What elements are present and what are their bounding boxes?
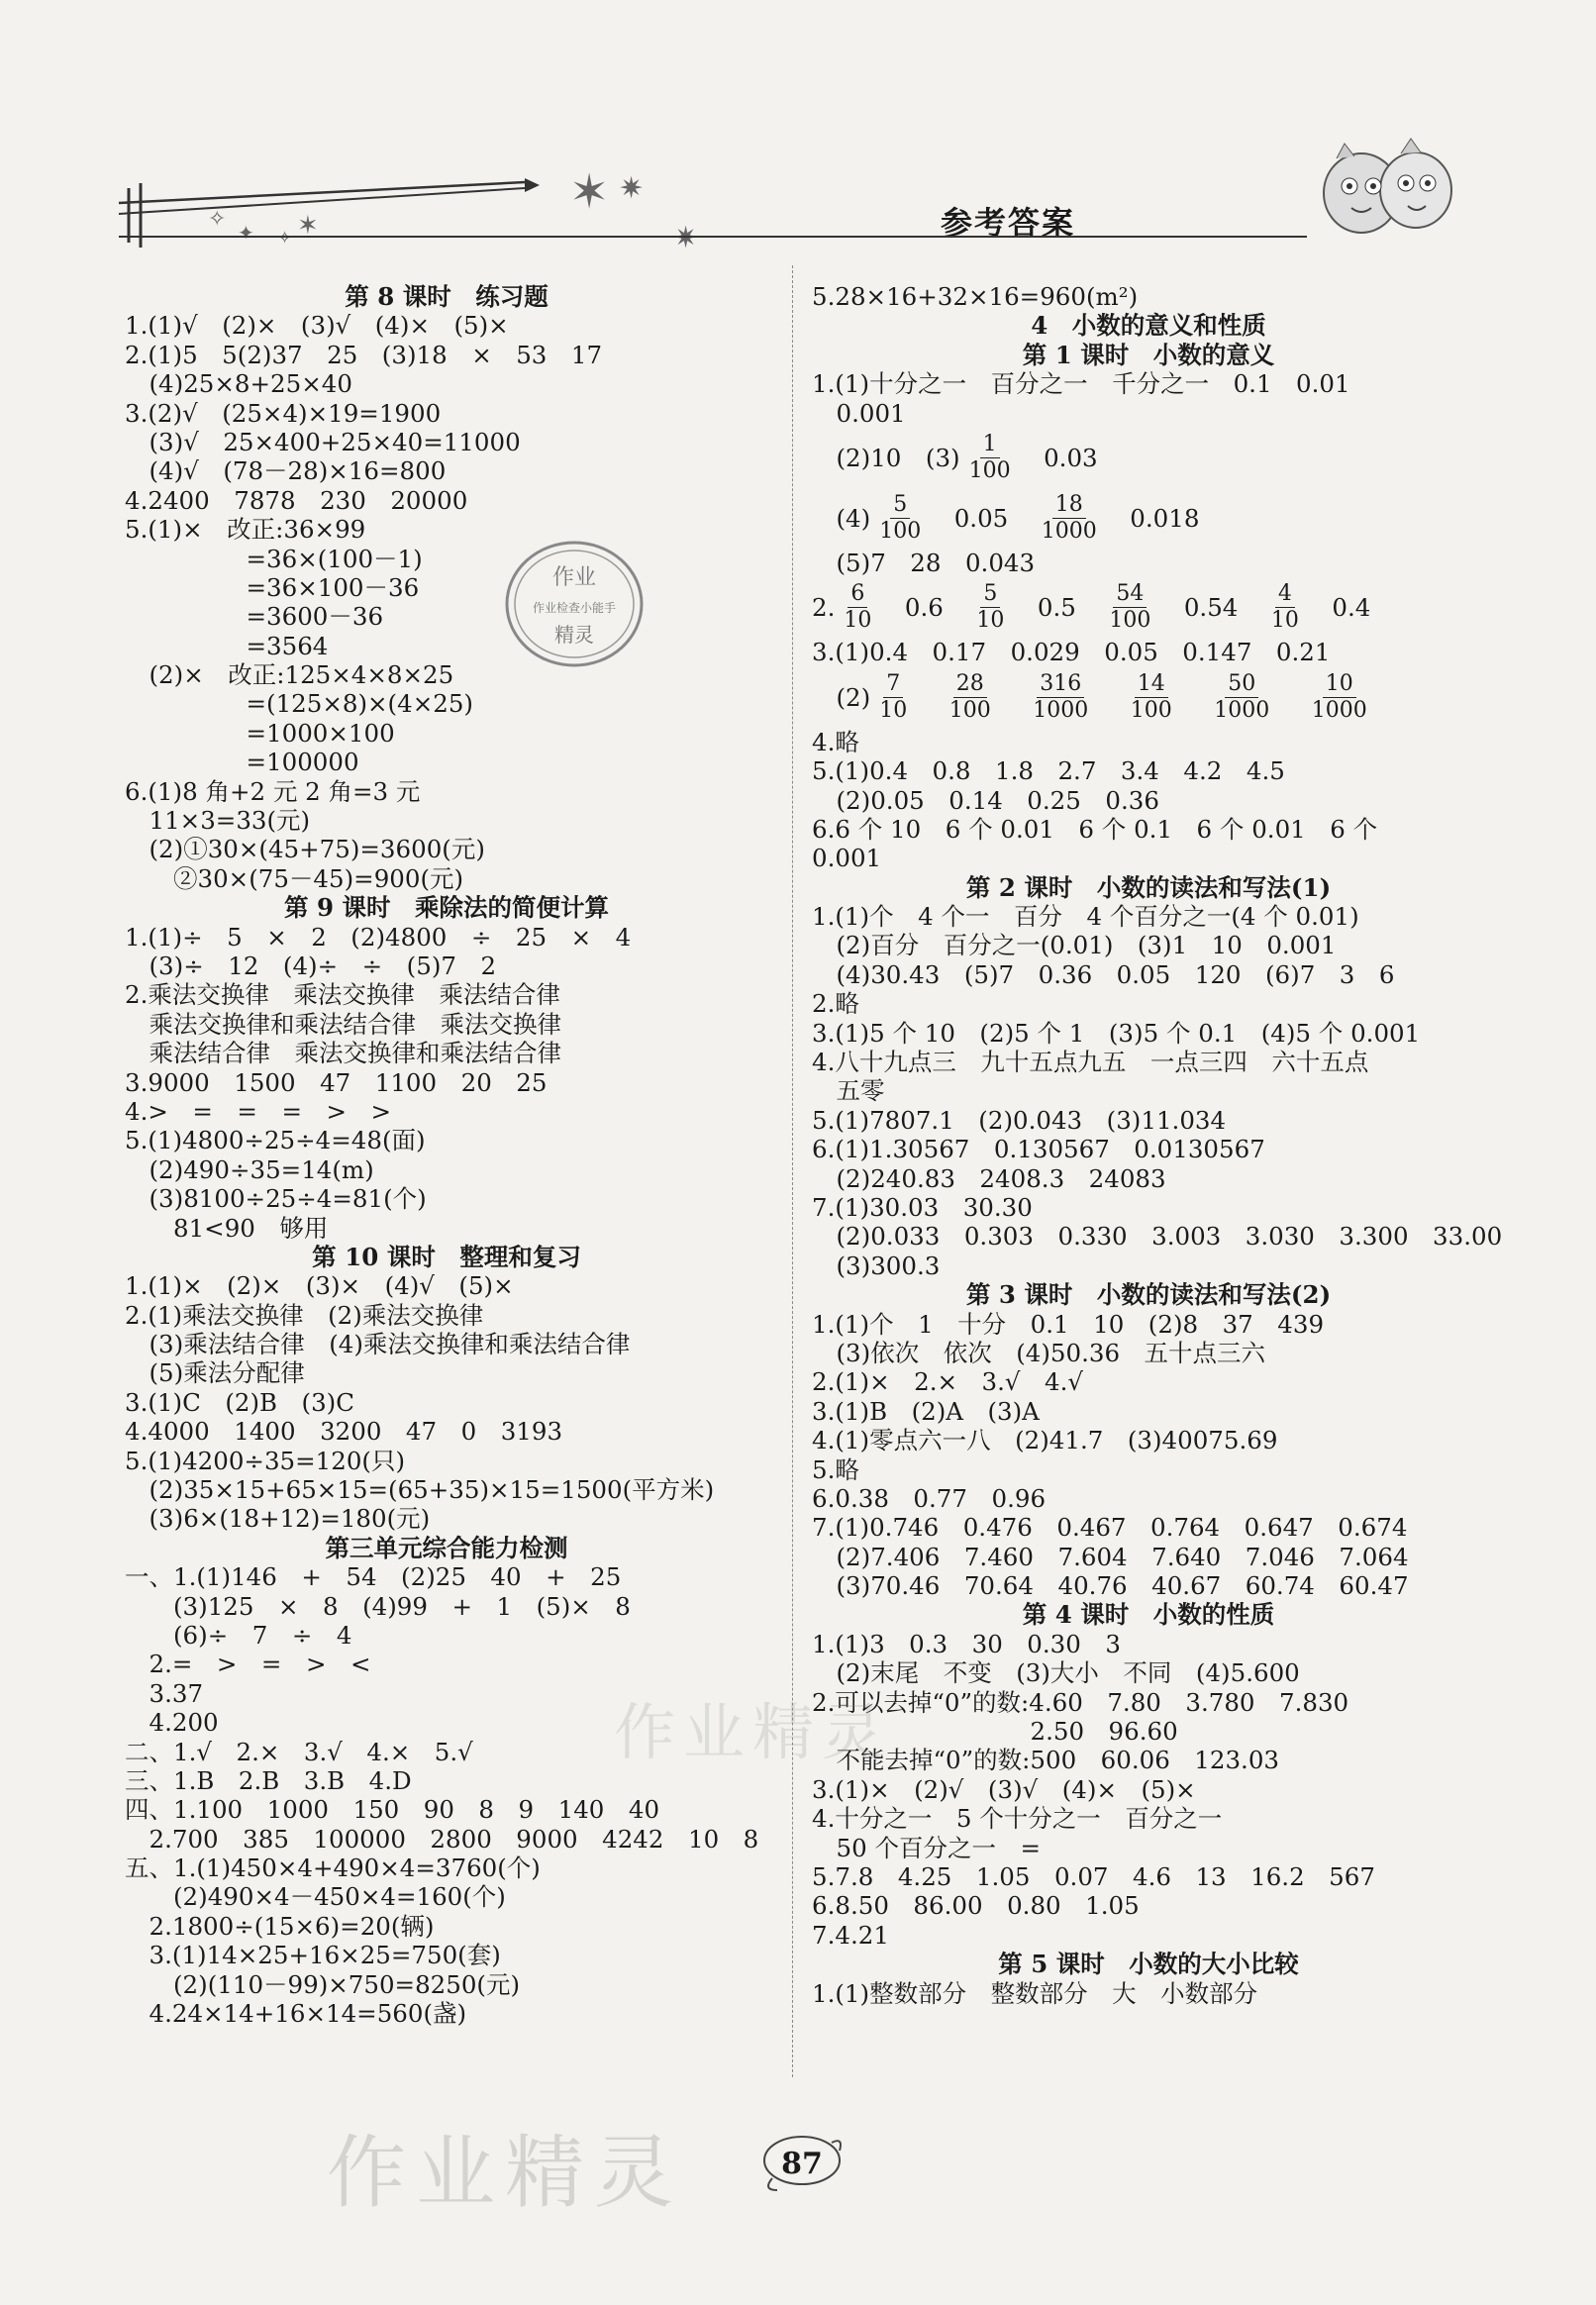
answer-line: (3)÷ 12 (4)÷ ÷ (5)7 2 — [125, 951, 497, 980]
answer-line: (4)√ (78－28)×16=800 — [125, 456, 447, 486]
fraction-numerator: 4 — [1275, 581, 1295, 608]
answer-line: 3.(1)0.4 0.17 0.029 0.05 0.147 0.21 — [812, 638, 1331, 667]
header-rule — [119, 236, 1307, 238]
fraction — [876, 492, 924, 545]
fraction-denominator: 10 — [879, 697, 908, 723]
tiger-mascot-icon — [1317, 129, 1455, 248]
fraction — [973, 581, 1007, 634]
section-heading: 4 小数的意义和性质 — [1031, 311, 1266, 341]
answer-line: 1.(1)整数部分 整数部分 大 小数部分 — [812, 1978, 1258, 2008]
answer-line: 81<90 够用 — [125, 1213, 329, 1243]
answer-line: =36×(100－1) — [125, 544, 423, 573]
fraction-numerator: 10 — [1323, 671, 1356, 698]
fraction — [1309, 671, 1370, 724]
fraction — [841, 581, 874, 634]
answer-text: (2)10 (3) — [812, 443, 960, 472]
fraction — [1030, 671, 1091, 724]
answer-line: =(125×8)×(4×25) — [125, 689, 473, 719]
fraction-numerator: 5 — [980, 581, 1000, 608]
fraction-numerator: 7 — [883, 671, 903, 698]
answer-line: (2)百分 百分之一(0.01) (3)1 10 0.001 — [812, 931, 1337, 960]
section-heading: 第 2 课时 小数的读法和写法(1) — [965, 872, 1332, 902]
answer-line: (2)0.033 0.303 0.330 3.003 3.030 3.300 33.00 — [812, 1222, 1503, 1252]
answer-line: 2.700 385 100000 2800 9000 4242 10 8 — [125, 1824, 759, 1854]
answer-line: (3)乘法结合律 (4)乘法交换律和乘法结合律 — [125, 1330, 631, 1359]
header-star-decoration — [119, 149, 699, 257]
fraction-numerator: 54 — [1113, 581, 1147, 608]
answer-line: (3)依次 依次 (4)50.36 五十点三六 — [812, 1338, 1266, 1367]
answer-line: 3.(1)14×25+16×25=750(套) — [125, 1941, 501, 1970]
fraction-denominator: 10 — [976, 608, 1005, 634]
answer-line: 2.= > = > < — [125, 1650, 371, 1679]
fraction-numerator: 14 — [1135, 671, 1168, 698]
answer-line: 5.(1)× 改正:36×99 — [125, 515, 366, 545]
answer-line: (2)7.406 7.460 7.604 7.640 7.046 7.064 — [812, 1542, 1409, 1571]
answer-line: 4.十分之一 5 个十分之一 百分之一 — [812, 1804, 1223, 1834]
answer-line: 7.(1)30.03 30.30 — [812, 1192, 1033, 1222]
answer-line: 2.乘法交换律 乘法交换律 乘法结合律 — [125, 980, 560, 1010]
answer-line: (2)0.05 0.14 0.25 0.36 — [812, 785, 1159, 815]
fraction-denominator: 10 — [1270, 608, 1299, 634]
fraction — [1039, 492, 1100, 545]
fraction-denominator: 100 — [1109, 608, 1151, 634]
answer-text: 0.54 — [1159, 593, 1262, 623]
answer-text — [1097, 683, 1122, 712]
answer-line: 6.6 个 10 6 个 0.01 6 个 0.1 6 个 0.01 6 个 — [812, 814, 1378, 844]
right-answer-column — [812, 282, 1503, 2008]
answer-text: 0.03 — [1019, 443, 1098, 472]
fraction — [1211, 671, 1272, 724]
answer-line: (2)35×15+65×15=(65+35)×15=1500(平方米) — [125, 1475, 715, 1505]
svg-text:✷: ✷ — [673, 221, 699, 255]
answer-line: 5.28×16+32×16=960(m²) — [812, 282, 1139, 311]
fraction-denominator: 100 — [879, 518, 922, 544]
answer-line: (2)末尾 不变 (3)大小 不同 (4)5.600 — [812, 1658, 1300, 1688]
answer-line: (5)7 28 0.043 — [812, 548, 1036, 577]
answer-line: 2.(1)乘法交换律 (2)乘法交换律 — [125, 1300, 484, 1330]
answer-line: 5.略 — [812, 1454, 859, 1484]
answer-line: 2.可以去掉“0”的数:4.60 7.80 3.780 7.830 — [812, 1687, 1349, 1717]
answer-line: 3.9000 1500 47 1100 20 25 — [125, 1067, 548, 1097]
answer-text: 0.4 — [1307, 593, 1371, 623]
answer-text: 0.018 — [1105, 503, 1200, 533]
svg-text:✦: ✦ — [238, 221, 254, 245]
answer-line: 二、1.√ 2.× 3.√ 4.× 5.√ — [125, 1737, 473, 1766]
answer-line: 四、1.100 1000 150 90 8 9 140 40 — [125, 1795, 660, 1825]
answer-line: 0.001 — [812, 398, 906, 428]
answer-line-with-fractions — [812, 577, 1485, 638]
answer-line: 6.0.38 0.77 0.96 — [812, 1483, 1047, 1513]
answer-line: (4)25×8+25×40 — [125, 369, 352, 399]
fraction-denominator: 100 — [948, 697, 991, 723]
answer-line: 不能去掉“0”的数:500 60.06 123.03 — [812, 1746, 1280, 1775]
answer-line: ②30×(75－45)=900(元) — [125, 863, 464, 893]
svg-text:✧: ✧ — [208, 207, 227, 232]
answer-line: (6)÷ 7 ÷ 4 — [125, 1620, 352, 1650]
answer-text: 0.6 — [880, 593, 968, 623]
column-divider — [792, 265, 793, 2077]
fraction — [966, 432, 1014, 484]
answer-line: 1.(1)个 1 十分 0.1 10 (2)8 37 439 — [812, 1309, 1325, 1339]
answer-line: 0.001 — [812, 844, 882, 873]
answer-line: 乘法结合律 乘法交换律和乘法结合律 — [125, 1039, 561, 1068]
answer-line: 3.(1)5 个 10 (2)5 个 1 (3)5 个 0.1 (4)5 个 0.001 — [812, 1018, 1421, 1048]
fraction — [947, 671, 994, 724]
answer-line: 4.略 — [812, 727, 859, 756]
answer-text: 2. — [812, 593, 836, 623]
answer-line: (2)490÷35=14(m) — [125, 1154, 374, 1184]
answer-line: (3)300.3 — [812, 1251, 941, 1280]
answer-line: 5.(1)4200÷35=120(只) — [125, 1446, 406, 1475]
homework-elf-stamp — [500, 535, 648, 673]
section-heading: 第 9 课时 乘除法的简便计算 — [283, 893, 610, 923]
fraction-denominator: 100 — [1130, 697, 1172, 723]
answer-line: 3.37 — [125, 1678, 204, 1708]
fraction-numerator: 5 — [890, 492, 910, 519]
answer-line: (2)①30×(45+75)=3600(元) — [125, 835, 485, 864]
answer-line: 6.(1)8 角+2 元 2 角=3 元 — [125, 776, 421, 806]
answer-line: 4.2400 7878 230 20000 — [125, 485, 468, 515]
answer-line: 1.(1)× (2)× (3)× (4)√ (5)× — [125, 1271, 514, 1301]
svg-text:✶: ✶ — [569, 164, 610, 220]
answer-line: =3600－36 — [125, 602, 384, 632]
stamp-text-middle: 作业检查小能手 — [532, 601, 617, 615]
fraction-numerator: 18 — [1052, 492, 1086, 519]
stamp-text-bottom: 精灵 — [554, 623, 594, 647]
fraction — [1106, 581, 1153, 634]
section-heading: 第 10 课时 整理和复习 — [312, 1242, 581, 1271]
section-heading: 第 1 课时 小数的意义 — [1022, 340, 1275, 369]
answer-line: 7.(1)0.746 0.476 0.467 0.764 0.647 0.674 — [812, 1513, 1408, 1543]
answer-line-with-fractions — [812, 488, 1485, 549]
watermark-bottom: 作业精灵 — [327, 2127, 683, 2219]
answer-line: 3.(1)C (2)B (3)C — [125, 1387, 354, 1417]
section-heading: 第 8 课时 练习题 — [345, 282, 549, 311]
answer-line: 4.> = = = > > — [125, 1096, 392, 1126]
answer-line: (2)× 改正:125×4×8×25 — [125, 660, 454, 690]
answer-line: 三、1.B 2.B 3.B 4.D — [125, 1765, 412, 1795]
answer-line-with-fractions — [812, 667, 1485, 728]
answer-line: 3.(1)× (2)√ (3)√ (4)× (5)× — [812, 1774, 1196, 1804]
answer-line: (5)乘法分配律 — [125, 1358, 305, 1388]
answer-line: (3)√ 25×400+25×40=11000 — [125, 427, 521, 456]
section-heading: 第 3 课时 小数的读法和写法(2) — [965, 1280, 1332, 1310]
answer-line: (2)490×4－450×4=160(个) — [125, 1882, 506, 1912]
answer-text: (4) — [812, 503, 871, 533]
answer-line: 1.(1)√ (2)× (3)√ (4)× (5)× — [125, 311, 509, 341]
answer-line: =100000 — [125, 748, 359, 777]
section-heading: 第 4 课时 小数的性质 — [1022, 1600, 1275, 1630]
answer-line: 4.(1)零点六一八 (2)41.7 (3)40075.69 — [812, 1426, 1278, 1455]
answer-line: 2.50 96.60 — [812, 1717, 1178, 1747]
answer-line: =1000×100 — [125, 718, 395, 748]
page-number: 87 — [781, 2146, 823, 2181]
stamp-text-top: 作业 — [551, 565, 597, 590]
answer-text — [916, 683, 941, 712]
answer-line: 1.(1)3 0.3 30 0.30 3 — [812, 1629, 1121, 1658]
answer-text: 0.5 — [1013, 593, 1101, 623]
svg-text:✷: ✷ — [619, 171, 645, 206]
answer-text — [1278, 683, 1303, 712]
answer-line: 3.(2)√ (25×4)×19=1900 — [125, 398, 442, 428]
fraction-numerator: 50 — [1225, 671, 1258, 698]
answer-text: 0.05 — [930, 503, 1033, 533]
answer-line: 五、1.(1)450×4+490×4=3760(个) — [125, 1854, 541, 1883]
fraction-denominator: 1000 — [1041, 518, 1097, 544]
answer-line: 6.8.50 86.00 0.80 1.05 — [812, 1891, 1140, 1921]
answer-line: 2.(1)5 5(2)37 25 (3)18 × 53 17 — [125, 340, 603, 369]
fraction-numerator: 316 — [1037, 671, 1084, 698]
answer-line: (3)8100÷25÷4=81(个) — [125, 1184, 427, 1214]
answer-line: 3.(1)B (2)A (3)A — [812, 1396, 1040, 1426]
fraction-denominator: 1000 — [1033, 697, 1089, 723]
answer-text — [1000, 683, 1025, 712]
section-heading: 第三单元综合能力检测 — [325, 1533, 568, 1562]
answer-line: 7.4.21 — [812, 1920, 889, 1950]
answer-line: (3)125 × 8 (4)99 + 1 (5)× 8 — [125, 1591, 631, 1621]
fraction-numerator: 1 — [980, 432, 1000, 458]
svg-text:✶: ✶ — [297, 211, 319, 241]
answer-line: (4)30.43 (5)7 0.36 0.05 120 (6)7 3 6 — [812, 959, 1395, 989]
answer-line: 2.1800÷(15×6)=20(辆) — [125, 1911, 435, 1941]
answer-line: (2)240.83 2408.3 24083 — [812, 1163, 1166, 1193]
fraction-numerator: 28 — [953, 671, 987, 698]
answer-line: 5.(1)0.4 0.8 1.8 2.7 3.4 4.2 4.5 — [812, 756, 1285, 786]
answer-line: 4.八十九点三 九十五点九五 一点三四 六十五点 — [812, 1048, 1369, 1077]
answer-line: 乘法交换律和乘法结合律 乘法交换律 — [125, 1009, 561, 1039]
fraction-denominator: 100 — [968, 457, 1011, 483]
answer-line: =36×100－36 — [125, 572, 420, 602]
fraction-denominator: 10 — [844, 608, 872, 634]
fraction — [1268, 581, 1302, 634]
answer-line: 11×3=33(元) — [125, 806, 311, 836]
answer-text: (2) — [812, 682, 871, 712]
fraction-numerator: 6 — [848, 581, 867, 608]
answer-line: 一、1.(1)146 + 54 (2)25 40 + 25 — [125, 1562, 622, 1592]
fraction — [1128, 671, 1175, 724]
section-heading: 第 5 课时 小数的大小比较 — [998, 1950, 1299, 1979]
svg-text:✧: ✧ — [277, 228, 293, 249]
answer-line: 5.7.8 4.25 1.05 0.07 4.6 13 16.2 567 — [812, 1861, 1375, 1891]
fraction — [876, 671, 910, 724]
answer-line: =3564 — [125, 631, 329, 660]
watermark-middle: 作业精灵 — [614, 1696, 892, 1768]
answer-line: 4.24×14+16×14=560(盏) — [125, 1999, 467, 2029]
answer-line: 6.(1)1.30567 0.130567 0.0130567 — [812, 1135, 1265, 1164]
answer-line: 4.4000 1400 3200 47 0 3193 — [125, 1417, 563, 1447]
answer-line: (2)(110－99)×750=8250(元) — [125, 1969, 521, 1999]
answer-line: 1.(1)÷ 5 × 2 (2)4800 ÷ 25 × 4 — [125, 922, 632, 952]
answer-line-with-fractions — [812, 428, 1485, 488]
answer-line: (3)6×(18+12)=180(元) — [125, 1504, 431, 1534]
page-header-title: 参考答案 — [941, 204, 1076, 242]
fraction-denominator: 1000 — [1311, 697, 1367, 723]
answer-line: 50 个百分之一 = — [812, 1833, 1041, 1862]
answer-line: (3)70.46 70.64 40.76 40.67 60.74 60.47 — [812, 1571, 1409, 1601]
fraction-denominator: 1000 — [1214, 697, 1270, 723]
answer-line: 2.略 — [812, 989, 859, 1019]
answer-line: 5.(1)7807.1 (2)0.043 (3)11.034 — [812, 1105, 1227, 1135]
answer-line: 4.200 — [125, 1708, 219, 1738]
answer-line: 五零 — [812, 1076, 885, 1106]
answer-line: 5.(1)4800÷25÷4=48(面) — [125, 1126, 426, 1155]
page-number-badge — [752, 2129, 851, 2198]
answer-text — [1181, 683, 1206, 712]
answer-line: 1.(1)十分之一 百分之一 千分之一 0.1 0.01 — [812, 369, 1350, 399]
answer-line: 1.(1)个 4 个一 百分 4 个百分之一(4 个 0.01) — [812, 902, 1359, 932]
answer-line: 2.(1)× 2.× 3.√ 4.√ — [812, 1367, 1083, 1397]
